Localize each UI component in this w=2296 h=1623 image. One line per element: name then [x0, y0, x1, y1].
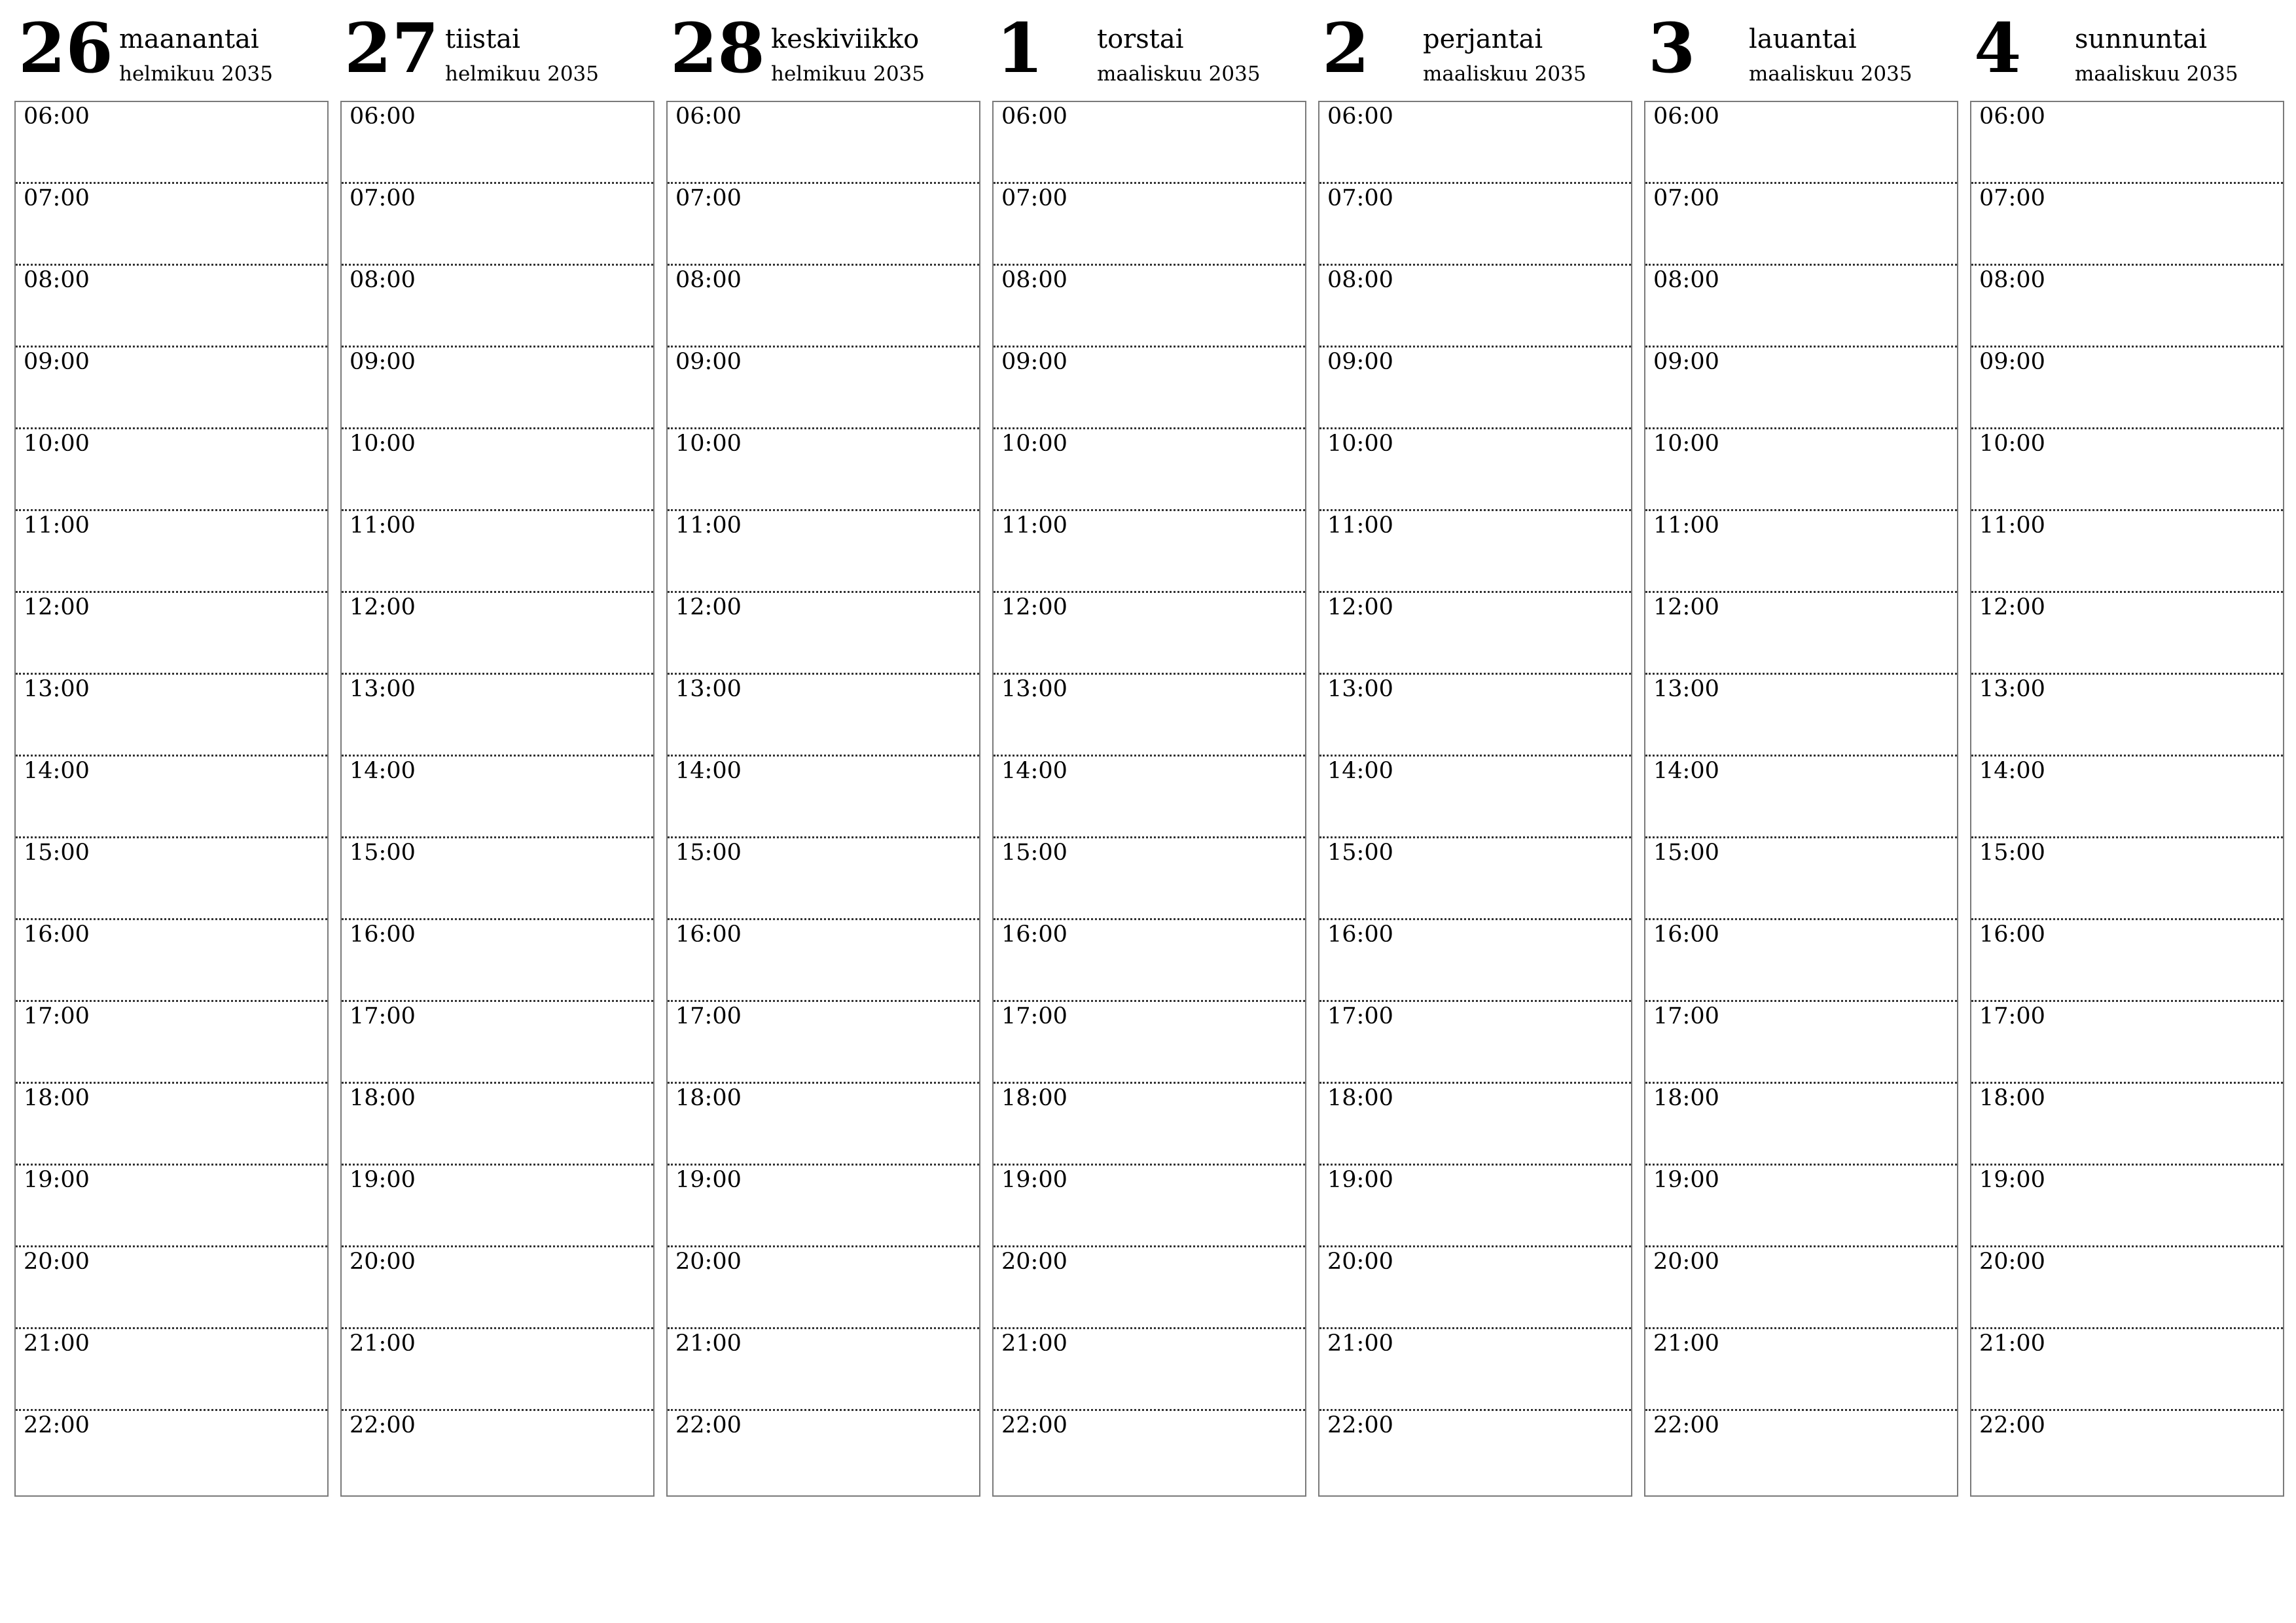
hour-slot[interactable] [342, 838, 653, 920]
hour-slot[interactable] [668, 757, 979, 838]
hour-label: 10:00 [350, 431, 416, 457]
hour-label: 21:00 [24, 1330, 90, 1357]
hour-slot[interactable] [668, 838, 979, 920]
hour-label: 13:00 [1653, 676, 1719, 702]
hour-label: 22:00 [1653, 1412, 1719, 1438]
hour-slot[interactable] [1971, 1002, 2283, 1084]
hour-label: 14:00 [1979, 758, 2045, 784]
hours-box [340, 101, 655, 1497]
hour-slot[interactable] [668, 184, 979, 266]
weekday-name: tiistai [445, 24, 520, 54]
hour-label: 20:00 [1327, 1249, 1393, 1275]
hour-label: 16:00 [1653, 921, 1719, 948]
hour-slot[interactable] [16, 920, 327, 1002]
hour-label: 14:00 [1001, 758, 1067, 784]
hour-label: 09:00 [1327, 349, 1393, 375]
hour-slot[interactable] [668, 1084, 979, 1166]
day-header [14, 0, 329, 101]
hour-label: 07:00 [1979, 185, 2045, 211]
hour-label: 15:00 [1979, 840, 2045, 866]
hour-slot[interactable] [994, 757, 1305, 838]
hour-slot[interactable] [1319, 1002, 1631, 1084]
hour-slot[interactable] [1319, 593, 1631, 675]
hour-slot[interactable] [342, 102, 653, 184]
month-year: maaliskuu 2035 [1749, 62, 1912, 86]
hour-label: 07:00 [24, 185, 90, 211]
day-number: 1 [996, 8, 1044, 88]
hour-label: 09:00 [675, 349, 742, 375]
hour-slot[interactable] [16, 348, 327, 429]
day-number: 28 [670, 8, 765, 88]
weekday-name: keskiviikko [771, 24, 920, 54]
hour-slot[interactable] [342, 1329, 653, 1411]
hour-slot[interactable] [1319, 102, 1631, 184]
hour-label: 18:00 [1979, 1085, 2045, 1111]
hour-slot[interactable] [1319, 757, 1631, 838]
hour-label: 12:00 [1001, 594, 1067, 620]
hour-slot[interactable] [342, 348, 653, 429]
hour-label: 07:00 [1001, 185, 1067, 211]
day-column [1644, 0, 1958, 1505]
hour-label: 14:00 [675, 758, 742, 784]
hour-label: 20:00 [1979, 1249, 2045, 1275]
hour-slot[interactable] [342, 920, 653, 1002]
hour-label: 13:00 [1979, 676, 2045, 702]
hour-slot[interactable] [668, 348, 979, 429]
hour-label: 14:00 [1653, 758, 1719, 784]
hour-label: 19:00 [675, 1167, 742, 1193]
day-header [1318, 0, 1632, 101]
hour-slot[interactable] [994, 1084, 1305, 1166]
hour-slot[interactable] [668, 266, 979, 348]
hour-label: 18:00 [350, 1085, 416, 1111]
hour-slot[interactable] [1319, 1084, 1631, 1166]
hour-slot[interactable] [1971, 675, 2283, 757]
hour-slot[interactable] [994, 838, 1305, 920]
hour-label: 14:00 [1327, 758, 1393, 784]
hour-label: 22:00 [1979, 1412, 2045, 1438]
hour-label: 17:00 [1001, 1003, 1067, 1029]
hour-slot[interactable] [1971, 348, 2283, 429]
month-year: helmikuu 2035 [119, 62, 273, 86]
hour-label: 15:00 [675, 840, 742, 866]
hour-slot[interactable] [1645, 1002, 1957, 1084]
hour-label: 10:00 [1653, 431, 1719, 457]
hour-label: 10:00 [1001, 431, 1067, 457]
hour-label: 11:00 [1327, 512, 1393, 539]
hour-slot[interactable] [668, 1411, 979, 1493]
month-year: maaliskuu 2035 [1423, 62, 1587, 86]
hour-slot[interactable] [1971, 757, 2283, 838]
hour-slot[interactable] [994, 1166, 1305, 1247]
hour-label: 06:00 [1001, 103, 1067, 130]
hour-label: 08:00 [1979, 267, 2045, 293]
hour-label: 08:00 [675, 267, 742, 293]
day-number: 4 [1974, 8, 2022, 88]
hour-label: 06:00 [1327, 103, 1393, 130]
hour-label: 19:00 [1653, 1167, 1719, 1193]
hour-label: 09:00 [1001, 349, 1067, 375]
hour-label: 09:00 [350, 349, 416, 375]
month-year: helmikuu 2035 [445, 62, 599, 86]
hour-slot[interactable] [1645, 1247, 1957, 1329]
hour-label: 19:00 [1001, 1167, 1067, 1193]
day-column [666, 0, 980, 1505]
hour-slot[interactable] [1971, 102, 2283, 184]
hour-slot[interactable] [668, 593, 979, 675]
hour-slot[interactable] [668, 675, 979, 757]
hour-label: 18:00 [1327, 1085, 1393, 1111]
hour-label: 20:00 [350, 1249, 416, 1275]
hour-label: 15:00 [1653, 840, 1719, 866]
hour-label: 22:00 [1327, 1412, 1393, 1438]
hour-label: 21:00 [1653, 1330, 1719, 1357]
hour-label: 21:00 [1001, 1330, 1067, 1357]
hour-slot[interactable] [16, 102, 327, 184]
hour-slot[interactable] [1319, 675, 1631, 757]
hour-slot[interactable] [994, 1247, 1305, 1329]
hour-label: 10:00 [675, 431, 742, 457]
hour-slot[interactable] [342, 429, 653, 511]
hour-label: 13:00 [675, 676, 742, 702]
hour-label: 22:00 [675, 1412, 742, 1438]
hour-label: 08:00 [1001, 267, 1067, 293]
hour-label: 15:00 [350, 840, 416, 866]
hour-slot[interactable] [16, 511, 327, 593]
hour-label: 18:00 [675, 1085, 742, 1111]
hour-slot[interactable] [1971, 1411, 2283, 1493]
hour-slot[interactable] [994, 1002, 1305, 1084]
hour-slot[interactable] [1645, 838, 1957, 920]
hour-slot[interactable] [994, 675, 1305, 757]
hour-label: 16:00 [350, 921, 416, 948]
hour-slot[interactable] [1971, 920, 2283, 1002]
hour-label: 15:00 [24, 840, 90, 866]
hours-box [992, 101, 1306, 1497]
weekday-name: torstai [1097, 24, 1184, 54]
hour-label: 16:00 [1327, 921, 1393, 948]
hour-slot[interactable] [16, 838, 327, 920]
hour-label: 12:00 [1653, 594, 1719, 620]
hour-slot[interactable] [1645, 184, 1957, 266]
hour-slot[interactable] [994, 348, 1305, 429]
hour-slot[interactable] [1319, 266, 1631, 348]
hour-label: 10:00 [24, 431, 90, 457]
day-column [992, 0, 1306, 1505]
hour-slot[interactable] [1319, 1411, 1631, 1493]
hour-slot[interactable] [994, 920, 1305, 1002]
hours-box [14, 101, 329, 1497]
hour-slot[interactable] [1645, 1166, 1957, 1247]
hour-label: 13:00 [350, 676, 416, 702]
hour-slot[interactable] [668, 920, 979, 1002]
day-number: 2 [1322, 8, 1370, 88]
hour-label: 17:00 [675, 1003, 742, 1029]
hour-slot[interactable] [342, 757, 653, 838]
hour-slot[interactable] [1319, 1166, 1631, 1247]
hour-label: 17:00 [350, 1003, 416, 1029]
hour-label: 16:00 [1001, 921, 1067, 948]
hour-slot[interactable] [668, 1166, 979, 1247]
hour-label: 13:00 [24, 676, 90, 702]
hour-slot[interactable] [1971, 1166, 2283, 1247]
hour-label: 15:00 [1001, 840, 1067, 866]
hour-slot[interactable] [1971, 1329, 2283, 1411]
hour-label: 11:00 [1001, 512, 1067, 539]
hour-slot[interactable] [994, 511, 1305, 593]
hour-slot[interactable] [1971, 1247, 2283, 1329]
hour-slot[interactable] [342, 1247, 653, 1329]
hour-slot[interactable] [994, 102, 1305, 184]
hour-label: 17:00 [1327, 1003, 1393, 1029]
hour-label: 19:00 [1979, 1167, 2045, 1193]
hour-slot[interactable] [1319, 511, 1631, 593]
hour-slot[interactable] [994, 266, 1305, 348]
hour-label: 07:00 [1327, 185, 1393, 211]
hour-slot[interactable] [1645, 593, 1957, 675]
hour-slot[interactable] [1645, 1411, 1957, 1493]
hour-label: 17:00 [1979, 1003, 2045, 1029]
hour-slot[interactable] [1971, 1084, 2283, 1166]
hour-label: 12:00 [350, 594, 416, 620]
hour-slot[interactable] [342, 1411, 653, 1493]
hour-label: 12:00 [24, 594, 90, 620]
hour-label: 06:00 [1653, 103, 1719, 130]
month-year: helmikuu 2035 [771, 62, 925, 86]
hour-label: 11:00 [675, 512, 742, 539]
hour-slot[interactable] [16, 757, 327, 838]
hour-slot[interactable] [16, 593, 327, 675]
hour-slot[interactable] [668, 1329, 979, 1411]
hour-slot[interactable] [1971, 511, 2283, 593]
month-year: maaliskuu 2035 [1097, 62, 1261, 86]
hour-label: 19:00 [350, 1167, 416, 1193]
hour-slot[interactable] [668, 1247, 979, 1329]
hour-slot[interactable] [1319, 838, 1631, 920]
hour-label: 15:00 [1327, 840, 1393, 866]
hour-label: 21:00 [675, 1330, 742, 1357]
hour-slot[interactable] [342, 511, 653, 593]
hour-slot[interactable] [16, 1002, 327, 1084]
hour-slot[interactable] [1645, 511, 1957, 593]
hour-label: 11:00 [24, 512, 90, 539]
hours-box [666, 101, 980, 1497]
hour-slot[interactable] [668, 102, 979, 184]
hour-slot[interactable] [1971, 593, 2283, 675]
hour-slot[interactable] [1319, 1247, 1631, 1329]
day-header [992, 0, 1306, 101]
hour-slot[interactable] [1319, 348, 1631, 429]
day-column [340, 0, 655, 1505]
hour-label: 22:00 [1001, 1412, 1067, 1438]
hour-label: 17:00 [1653, 1003, 1719, 1029]
hour-slot[interactable] [16, 184, 327, 266]
hour-slot[interactable] [16, 1247, 327, 1329]
day-number: 3 [1648, 8, 1696, 88]
weekday-name: perjantai [1423, 24, 1543, 54]
hour-label: 18:00 [1653, 1085, 1719, 1111]
hour-label: 16:00 [24, 921, 90, 948]
hours-box [1644, 101, 1958, 1497]
hour-slot[interactable] [994, 593, 1305, 675]
hour-slot[interactable] [1971, 429, 2283, 511]
hour-slot[interactable] [1319, 920, 1631, 1002]
hour-slot[interactable] [1645, 429, 1957, 511]
hour-label: 17:00 [24, 1003, 90, 1029]
weekday-name: sunnuntai [2075, 24, 2208, 54]
day-header [1644, 0, 1958, 101]
weekday-name: maanantai [119, 24, 259, 54]
hour-label: 20:00 [1001, 1249, 1067, 1275]
hour-slot[interactable] [16, 429, 327, 511]
hour-label: 16:00 [1979, 921, 2045, 948]
hour-label: 16:00 [675, 921, 742, 948]
hour-slot[interactable] [994, 184, 1305, 266]
hour-slot[interactable] [1645, 920, 1957, 1002]
hour-slot[interactable] [994, 429, 1305, 511]
hour-slot[interactable] [1319, 184, 1631, 266]
day-header [666, 0, 980, 101]
hour-slot[interactable] [994, 1411, 1305, 1493]
hour-label: 11:00 [350, 512, 416, 539]
hour-label: 08:00 [24, 267, 90, 293]
day-column [1970, 0, 2284, 1505]
hour-label: 09:00 [1653, 349, 1719, 375]
hour-label: 06:00 [675, 103, 742, 130]
hour-label: 22:00 [350, 1412, 416, 1438]
hour-slot[interactable] [16, 675, 327, 757]
hour-slot[interactable] [1319, 429, 1631, 511]
hour-label: 07:00 [1653, 185, 1719, 211]
hour-label: 10:00 [1327, 431, 1393, 457]
hour-slot[interactable] [342, 1166, 653, 1247]
hour-label: 11:00 [1979, 512, 2045, 539]
hour-label: 09:00 [24, 349, 90, 375]
hour-label: 20:00 [1653, 1249, 1719, 1275]
hour-slot[interactable] [16, 1166, 327, 1247]
hour-label: 06:00 [1979, 103, 2045, 130]
hour-label: 06:00 [350, 103, 416, 130]
hour-slot[interactable] [1645, 1084, 1957, 1166]
hours-box [1970, 101, 2284, 1497]
hour-label: 09:00 [1979, 349, 2045, 375]
hour-label: 08:00 [350, 267, 416, 293]
day-header [1970, 0, 2284, 101]
hours-box [1318, 101, 1632, 1497]
hour-slot[interactable] [342, 1084, 653, 1166]
hour-label: 07:00 [675, 185, 742, 211]
hour-label: 18:00 [1001, 1085, 1067, 1111]
hour-slot[interactable] [1645, 102, 1957, 184]
hour-slot[interactable] [16, 266, 327, 348]
day-header [340, 0, 655, 101]
hour-label: 21:00 [1979, 1330, 2045, 1357]
hour-label: 20:00 [24, 1249, 90, 1275]
hour-slot[interactable] [668, 429, 979, 511]
hour-label: 08:00 [1327, 267, 1393, 293]
hour-slot[interactable] [994, 1329, 1305, 1411]
month-year: maaliskuu 2035 [2075, 62, 2238, 86]
hour-label: 07:00 [350, 185, 416, 211]
hour-slot[interactable] [1971, 838, 2283, 920]
hour-slot[interactable] [342, 593, 653, 675]
hour-label: 14:00 [24, 758, 90, 784]
hour-slot[interactable] [16, 1084, 327, 1166]
hour-label: 11:00 [1653, 512, 1719, 539]
hour-label: 10:00 [1979, 431, 2045, 457]
hour-slot[interactable] [1645, 348, 1957, 429]
hour-slot[interactable] [1971, 184, 2283, 266]
hour-slot[interactable] [1645, 266, 1957, 348]
hour-label: 12:00 [675, 594, 742, 620]
hour-label: 06:00 [24, 103, 90, 130]
hour-slot[interactable] [342, 1002, 653, 1084]
hour-slot[interactable] [1645, 675, 1957, 757]
hour-slot[interactable] [342, 184, 653, 266]
hour-slot[interactable] [16, 1411, 327, 1493]
day-number: 26 [18, 8, 113, 88]
hour-label: 12:00 [1979, 594, 2045, 620]
hour-label: 19:00 [1327, 1167, 1393, 1193]
hour-label: 18:00 [24, 1085, 90, 1111]
hour-slot[interactable] [1971, 266, 2283, 348]
hour-label: 08:00 [1653, 267, 1719, 293]
hour-slot[interactable] [668, 511, 979, 593]
hour-label: 22:00 [24, 1412, 90, 1438]
hour-slot[interactable] [1645, 757, 1957, 838]
hour-label: 13:00 [1327, 676, 1393, 702]
weekday-name: lauantai [1749, 24, 1857, 54]
hour-label: 21:00 [1327, 1330, 1393, 1357]
hour-label: 21:00 [350, 1330, 416, 1357]
hour-label: 14:00 [350, 758, 416, 784]
hour-slot[interactable] [1319, 1329, 1631, 1411]
day-column [1318, 0, 1632, 1505]
hour-slot[interactable] [16, 1329, 327, 1411]
hour-label: 12:00 [1327, 594, 1393, 620]
hour-slot[interactable] [668, 1002, 979, 1084]
hour-slot[interactable] [342, 675, 653, 757]
hour-slot[interactable] [1645, 1329, 1957, 1411]
day-number: 27 [344, 8, 439, 88]
day-column [14, 0, 329, 1505]
hour-label: 20:00 [675, 1249, 742, 1275]
hour-slot[interactable] [342, 266, 653, 348]
hour-label: 19:00 [24, 1167, 90, 1193]
hour-label: 13:00 [1001, 676, 1067, 702]
